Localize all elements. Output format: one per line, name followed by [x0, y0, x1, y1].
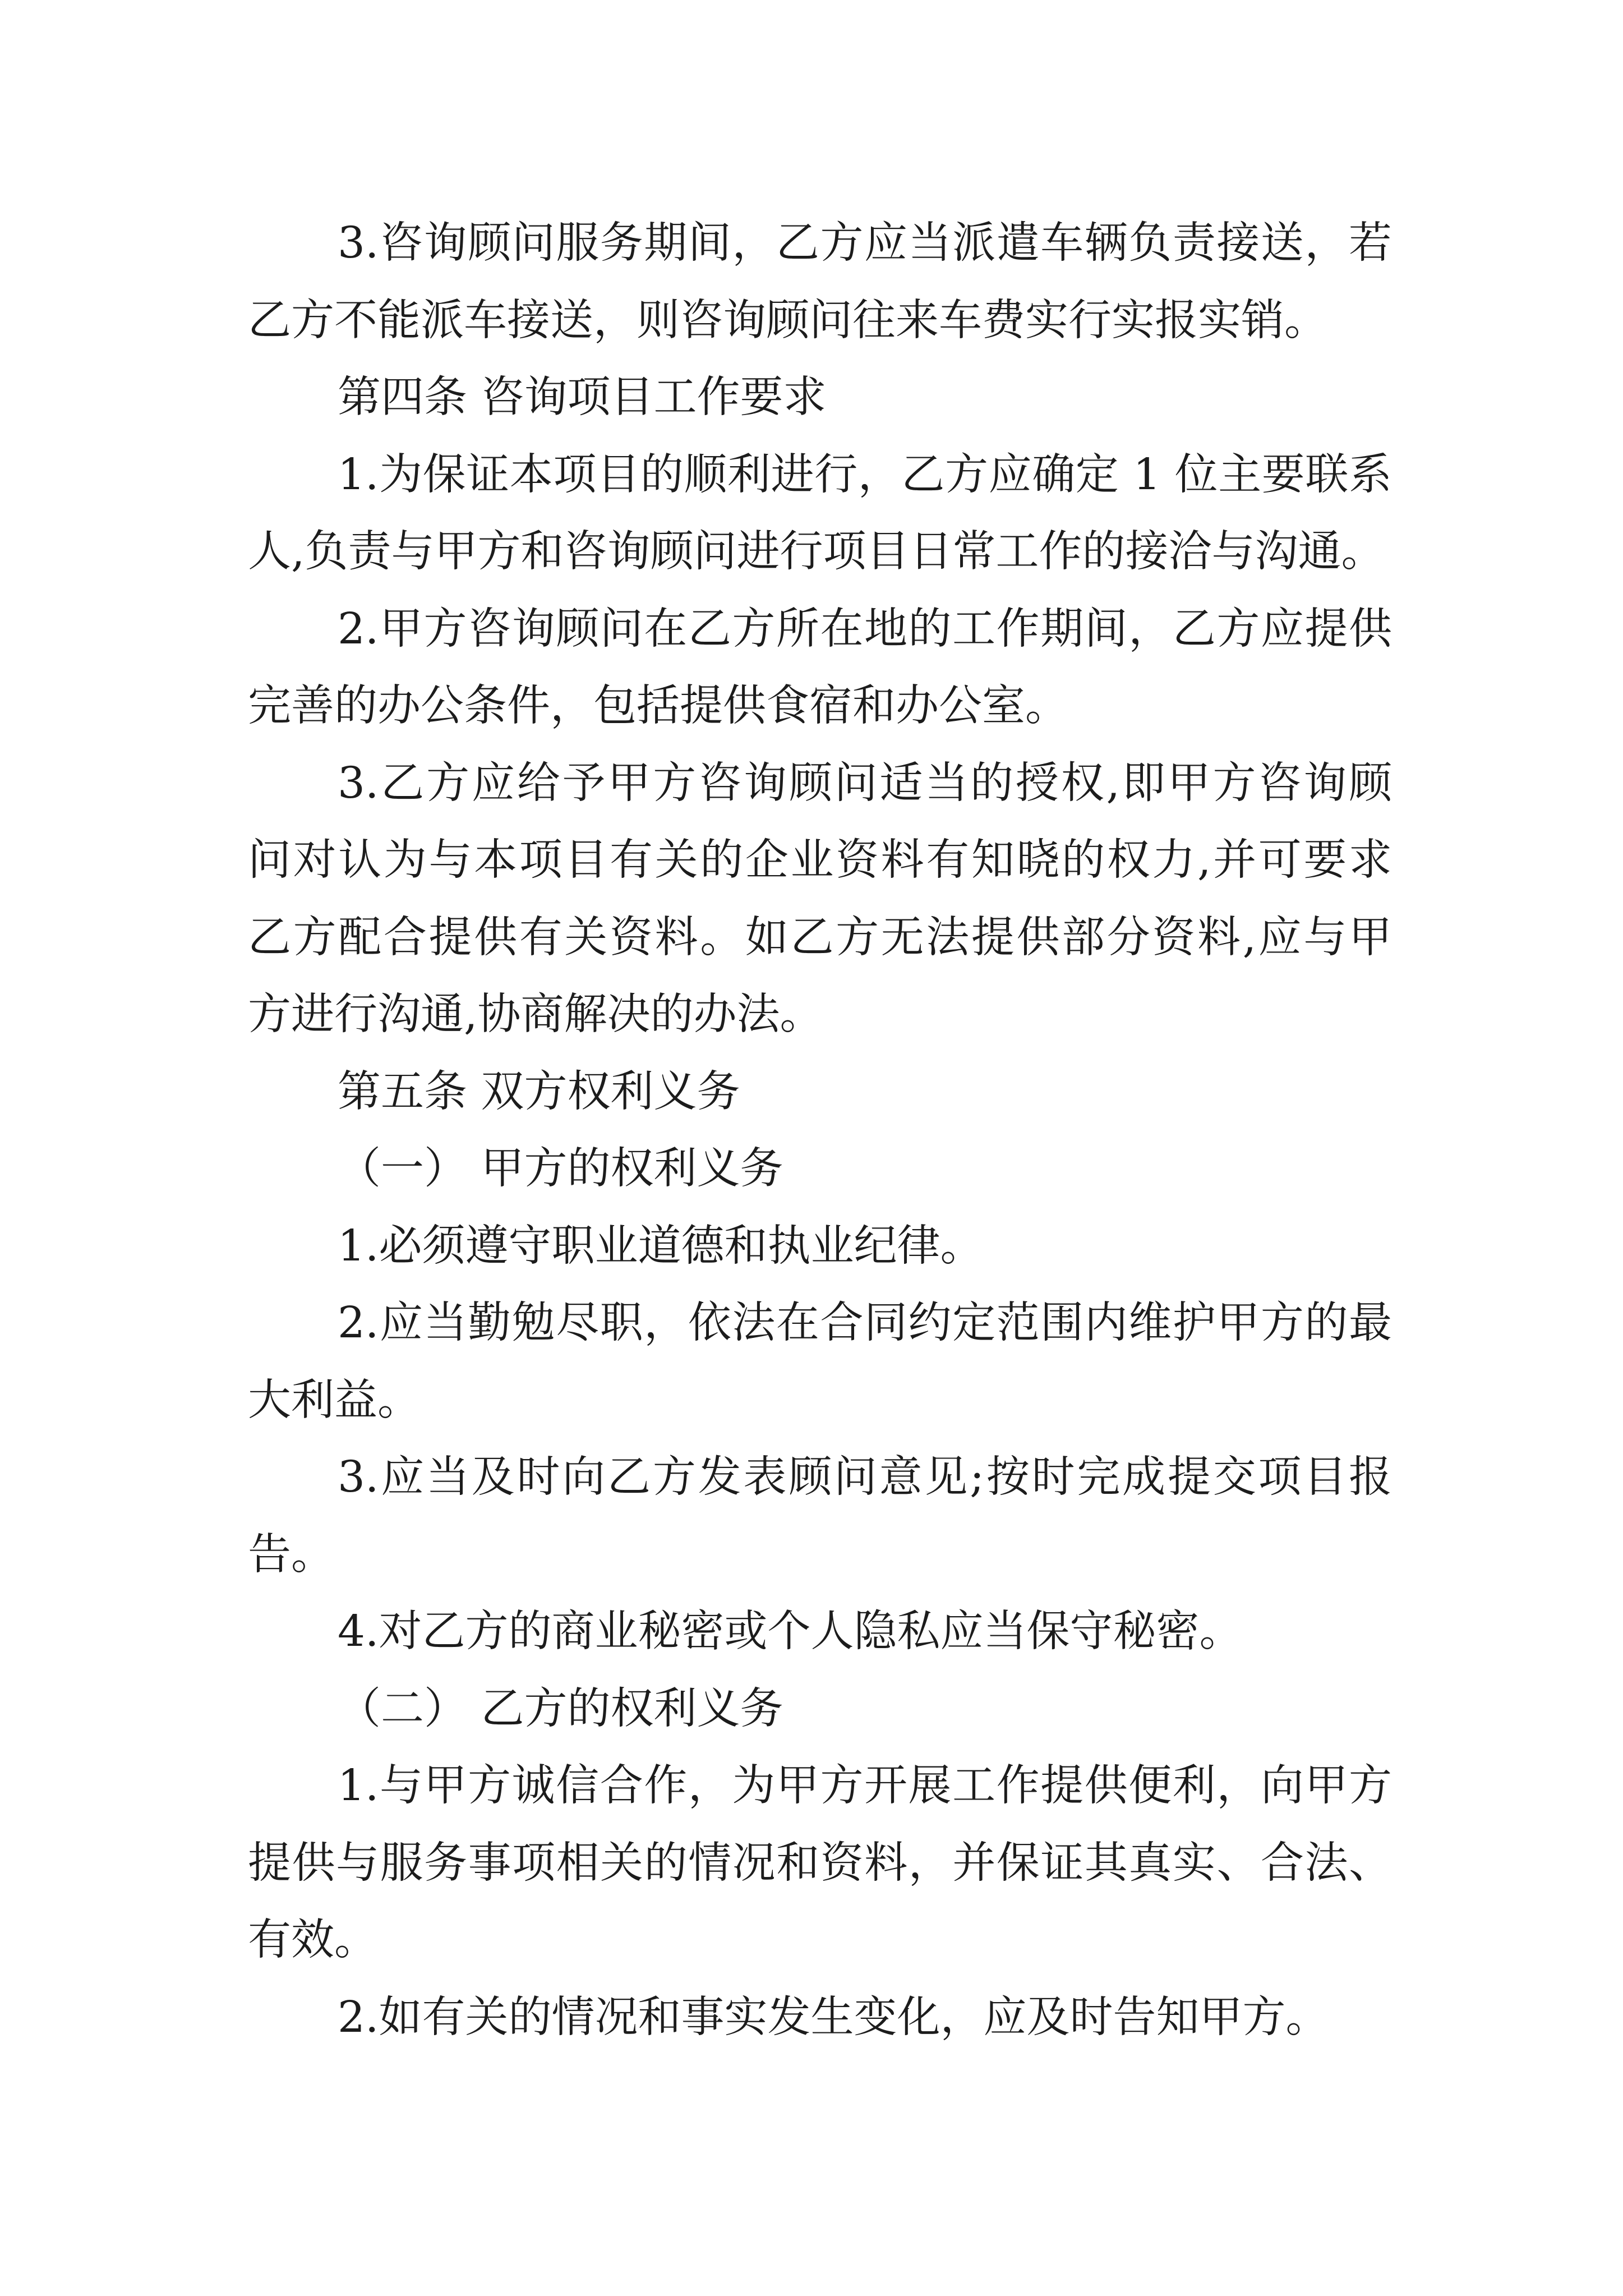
paragraph-line: 乙方不能派车接送，则咨询顾问往来车费实行实报实销。: [248, 295, 1327, 346]
paragraph: [248, 1285, 1392, 1439]
article-heading-text: 第五条 双方权利义务: [338, 1066, 740, 1117]
paragraph-line: 2.应当勤勉尽职，依法在合同约定范围内维护甲方的最: [338, 1298, 1392, 1348]
paragraph-line: 提供与服务事项相关的情况和资料，并保证其真实、合法、: [248, 1838, 1392, 1888]
paragraph-line: 1.必须遵守职业道德和执业纪律。: [338, 1221, 984, 1271]
paragraph-line: 人,负责与甲方和咨询顾问进行项目日常工作的接洽与沟通。: [248, 527, 1385, 577]
paragraph: [248, 1747, 1392, 1979]
paragraph-line: 1.为保证本项目的顺利进行，乙方应确定 1 位主要联系: [338, 449, 1392, 500]
paragraph: [248, 1208, 1392, 1285]
paragraph: [248, 1979, 1392, 2056]
paragraph: [248, 1439, 1392, 1593]
section-heading-text: （一） 甲方的权利义务: [338, 1144, 783, 1194]
paragraph-line: 3.咨询顾问服务期间，乙方应当派遣车辆负责接送，若: [338, 218, 1392, 268]
paragraph-line: 1.与甲方诚信合作，为甲方开展工作提供便利，向甲方: [338, 1761, 1392, 1811]
paragraph: [248, 745, 1392, 1053]
paragraph-line: 大利益。: [248, 1375, 421, 1425]
paragraph-line: 完善的办公条件，包括提供食宿和办公室。: [248, 681, 1068, 731]
article-heading: [248, 359, 1392, 436]
section-heading: [248, 1130, 1392, 1208]
document-body: [248, 205, 1392, 2056]
paragraph-line: 2.如有关的情况和事实发生变化，应及时告知甲方。: [338, 1992, 1329, 2042]
section-heading: [248, 1671, 1392, 1748]
paragraph-line: 方进行沟通,协商解决的办法。: [248, 990, 823, 1039]
paragraph-line: 2.甲方咨询顾问在乙方所在地的工作期间，乙方应提供: [338, 604, 1392, 654]
paragraph: [248, 436, 1392, 591]
paragraph: [248, 205, 1392, 359]
paragraph-line: 乙方配合提供有关资料。如乙方无法提供部分资料,应与甲: [248, 912, 1392, 963]
paragraph-line: 3.应当及时向乙方发表顾问意见;按时完成提交项目报: [338, 1452, 1392, 1502]
paragraph: [248, 591, 1392, 745]
section-heading-text: （二） 乙方的权利义务: [338, 1683, 783, 1734]
paragraph-line: 3.乙方应给予甲方咨询顾问适当的授权,即甲方咨询顾: [338, 758, 1392, 808]
paragraph-line: 问对认为与本项目有关的企业资料有知晓的权力,并可要求: [248, 835, 1392, 885]
paragraph-line: 有效。: [248, 1915, 377, 1965]
paragraph-line: 4.对乙方的商业秘密或个人隐私应当保守秘密。: [338, 1607, 1243, 1657]
paragraph-line: 告。: [248, 1529, 334, 1580]
paragraph: [248, 1593, 1392, 1671]
article-heading: [248, 1053, 1392, 1131]
article-heading-text: 第四条 咨询项目工作要求: [338, 372, 827, 422]
